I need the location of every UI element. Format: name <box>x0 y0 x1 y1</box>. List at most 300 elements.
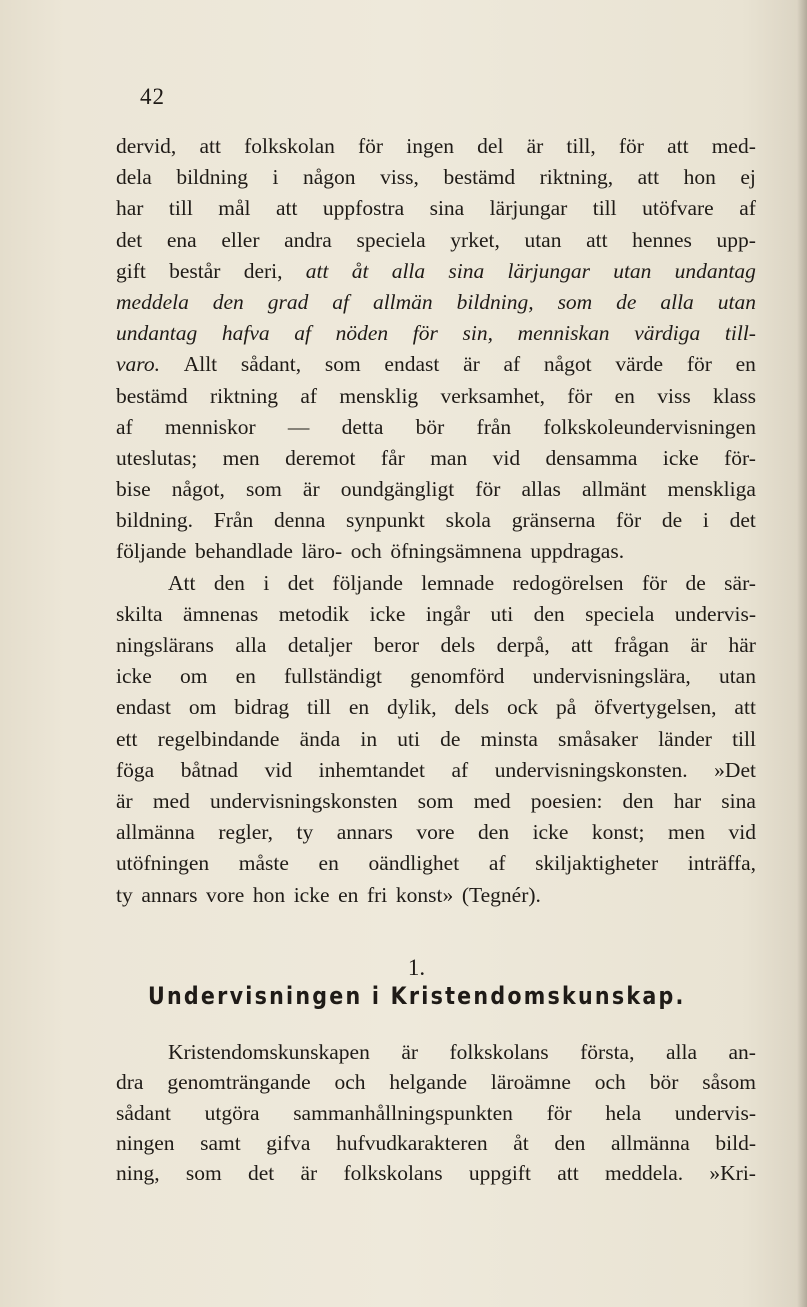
text-line <box>116 256 756 287</box>
word: bildning. <box>116 508 194 533</box>
word: någon <box>303 165 356 190</box>
word: folkskolans <box>343 1161 443 1186</box>
word: undervis- <box>674 1100 756 1125</box>
word: allmän <box>372 289 433 314</box>
word: till <box>307 695 331 720</box>
page-edge-shadow <box>797 0 807 1307</box>
section-text <box>116 1037 756 1188</box>
word: skola <box>445 508 491 533</box>
word: utgöra <box>204 1100 260 1125</box>
word: till- <box>724 321 756 346</box>
word: öfvertygelsen, <box>594 695 717 720</box>
word: de <box>440 726 461 751</box>
word: bör <box>649 1070 679 1095</box>
word: för <box>686 352 712 377</box>
word: mensklig <box>339 383 419 408</box>
text-line <box>116 661 756 692</box>
word: folkskolan <box>244 134 335 158</box>
word: till, <box>566 134 596 158</box>
word: om <box>188 695 217 720</box>
word: sina <box>448 258 485 283</box>
word: konst; <box>591 820 645 845</box>
text-line <box>116 1098 756 1128</box>
word: behandlade <box>195 539 293 564</box>
word: af <box>488 851 506 876</box>
word: redogörelsen <box>512 570 624 595</box>
word: riktning, <box>539 165 614 190</box>
word: — <box>287 414 310 439</box>
word: småsaker <box>558 726 639 751</box>
word: hennes <box>632 227 692 252</box>
word: en <box>235 664 256 689</box>
page-number: 42 <box>140 84 165 109</box>
text-line <box>116 880 756 911</box>
word: det <box>247 1161 275 1186</box>
word: är <box>463 352 480 377</box>
word: för <box>616 508 642 533</box>
word: af <box>451 757 469 782</box>
text-line <box>116 630 756 661</box>
word: öfningsämnena <box>390 539 522 564</box>
word: undantag <box>674 258 756 283</box>
word: ty <box>116 882 133 907</box>
word: utan <box>524 227 562 252</box>
word: för <box>412 321 438 346</box>
word: klass <box>713 383 756 408</box>
word: föga <box>116 757 155 782</box>
word: ena <box>166 227 197 252</box>
text-line <box>116 1067 756 1097</box>
word: uti <box>490 601 514 626</box>
word: menniskan <box>517 321 610 346</box>
word: gränserna <box>511 508 596 533</box>
word: detta <box>341 414 384 439</box>
word: med- <box>711 134 756 158</box>
word: är <box>401 1040 419 1064</box>
word: af <box>503 352 521 377</box>
word: är <box>526 134 544 158</box>
word: inträffa, <box>687 851 756 876</box>
text-line <box>116 162 756 193</box>
word: fri <box>366 882 388 907</box>
text-line <box>116 1128 756 1158</box>
word: något, <box>171 477 225 502</box>
word: del <box>477 134 504 158</box>
word: men <box>667 820 705 845</box>
word: som <box>245 477 282 502</box>
word: i <box>702 508 709 533</box>
word: gifva <box>266 1130 311 1155</box>
word: länder <box>658 726 712 751</box>
word: läro- <box>301 539 343 564</box>
word: upp- <box>716 227 756 252</box>
word: här <box>728 633 756 657</box>
word: den <box>212 289 244 314</box>
word: får <box>380 445 405 470</box>
text-line <box>116 755 756 786</box>
word: alla <box>665 1040 697 1064</box>
word: som <box>185 1161 222 1186</box>
word: lärjungar <box>489 196 568 221</box>
word: derpå, <box>496 633 550 657</box>
text-line <box>116 505 756 536</box>
word: och <box>334 1070 366 1095</box>
word: för <box>567 383 593 408</box>
word: ty <box>296 820 314 845</box>
word: till <box>592 196 617 221</box>
word: den <box>533 601 565 626</box>
word: alla <box>660 289 694 314</box>
word: gift <box>116 258 146 283</box>
word: vid <box>728 820 756 845</box>
word: af <box>739 196 756 221</box>
text-line <box>116 412 756 443</box>
text-line <box>116 131 756 162</box>
word: sådant <box>116 1100 171 1125</box>
word: ningen <box>116 1130 175 1155</box>
word: beror <box>373 633 420 657</box>
text-line <box>116 817 756 848</box>
word: endast <box>384 352 440 377</box>
text-line <box>116 1158 756 1188</box>
word: folkskolans <box>449 1040 549 1064</box>
word: för- <box>724 445 756 470</box>
word: lärjungar <box>507 258 590 283</box>
text-line <box>116 225 756 256</box>
word: måste <box>238 851 289 876</box>
word: bidrag <box>234 695 290 720</box>
word: uppdragas. <box>530 539 625 564</box>
word: annars <box>141 882 198 907</box>
word: att <box>571 633 593 657</box>
word: mål <box>218 196 251 221</box>
word: ej <box>740 165 756 190</box>
word: är <box>302 477 320 502</box>
word: en <box>318 851 339 876</box>
word: i <box>272 165 279 190</box>
word: eller <box>221 227 260 252</box>
word: den <box>554 1130 586 1155</box>
word: har <box>673 788 702 813</box>
word: man <box>430 445 468 470</box>
word: att <box>557 1161 579 1186</box>
text-line <box>116 349 756 380</box>
word: bildning <box>176 165 248 190</box>
word: utan <box>718 664 756 689</box>
word: regler, <box>218 820 273 845</box>
word: sina <box>721 788 756 813</box>
word: som <box>417 788 454 813</box>
text-line <box>116 443 756 474</box>
word: ock <box>507 695 539 720</box>
word: deri, <box>243 258 283 283</box>
word: att <box>637 165 660 190</box>
word: »Det <box>714 757 756 782</box>
text-line <box>116 568 756 599</box>
text-line <box>116 536 756 567</box>
word: densamma <box>545 445 638 470</box>
word: dela <box>116 165 152 190</box>
word: allmänna <box>116 820 195 845</box>
word: synpunkt <box>346 508 425 533</box>
word: det <box>116 227 143 252</box>
word: speciela <box>356 227 426 252</box>
word: är <box>116 788 133 813</box>
word: uppfostra <box>322 196 405 221</box>
word: an- <box>728 1040 756 1064</box>
word: vid <box>492 445 521 470</box>
word: oändlighet <box>368 851 460 876</box>
word: icke <box>293 882 330 907</box>
word: hela <box>605 1100 642 1125</box>
word: af <box>116 414 133 439</box>
word: ingen <box>406 134 455 158</box>
word: undervisningskonsten <box>209 788 398 813</box>
word: menniskor <box>164 414 256 439</box>
text-line <box>116 381 756 412</box>
word: bise <box>116 477 151 502</box>
word: vore <box>416 820 455 845</box>
word: för <box>546 1100 572 1125</box>
word: annars <box>336 820 393 845</box>
word: hon <box>683 165 716 190</box>
word: de <box>616 289 637 314</box>
word: första, <box>580 1040 635 1064</box>
word: yrket, <box>450 227 500 252</box>
word: den <box>622 788 654 813</box>
word: har <box>116 196 144 221</box>
word: dylik, <box>387 695 437 720</box>
word: att <box>199 134 221 158</box>
word: nöden <box>335 321 389 346</box>
word: icke <box>116 664 152 689</box>
word: allmänt <box>581 477 647 502</box>
word: och <box>594 1070 626 1095</box>
word: (Tegnér). <box>461 882 541 907</box>
word: grad <box>267 289 309 314</box>
word: bildning, <box>456 289 534 314</box>
text-line <box>116 193 756 224</box>
word: undervisningskonsten. <box>494 757 688 782</box>
word: Från <box>213 508 254 533</box>
word: undervis- <box>674 601 756 626</box>
word: utan <box>613 258 652 283</box>
word: af <box>300 383 318 408</box>
word: undervisningslära, <box>532 664 691 689</box>
word: uti <box>397 726 420 751</box>
text-line <box>116 848 756 879</box>
word: riktning <box>209 383 279 408</box>
word: skilta <box>116 601 163 626</box>
word: en <box>735 352 756 377</box>
word: denna <box>273 508 326 533</box>
word: att <box>275 196 298 221</box>
word: bild- <box>715 1130 756 1155</box>
word: utöfvare <box>642 196 714 221</box>
word: som <box>557 289 593 314</box>
word: bestämd <box>116 383 188 408</box>
word: genomförd <box>410 664 505 689</box>
word: Att <box>168 570 196 595</box>
word: icke <box>369 601 406 626</box>
word: regelbindande <box>157 726 280 751</box>
word: Allt <box>183 352 218 377</box>
word: på <box>555 695 577 720</box>
text-line <box>116 318 756 349</box>
word: undantag <box>116 321 198 346</box>
word: endast <box>116 695 171 720</box>
word: i <box>263 570 270 595</box>
word: icke <box>532 820 569 845</box>
word: alla <box>391 258 426 283</box>
word: sådant, <box>240 352 302 377</box>
text-line <box>116 1037 756 1067</box>
word: för <box>475 477 501 502</box>
word: inhemtandet <box>318 757 425 782</box>
word: med <box>473 788 511 813</box>
word: minsta <box>480 726 538 751</box>
text-line <box>116 474 756 505</box>
word: fullständigt <box>284 664 382 689</box>
word: att <box>667 134 689 158</box>
word: den <box>213 570 245 595</box>
word: andra <box>284 227 332 252</box>
word: den <box>478 820 510 845</box>
word: uteslutas; <box>116 445 198 470</box>
word: hufvudkarakteren <box>336 1130 488 1155</box>
word: vore <box>206 882 245 907</box>
section-number: 1. <box>407 955 426 980</box>
word: in <box>360 726 378 751</box>
word: uppgift <box>468 1161 531 1186</box>
word: en <box>338 882 359 907</box>
word: läroämne <box>490 1070 571 1095</box>
word: viss <box>657 383 691 408</box>
word: verksamhet, <box>440 383 545 408</box>
word: för <box>641 570 668 595</box>
text-line <box>116 692 756 723</box>
word: icke <box>662 445 699 470</box>
word: viss, <box>380 165 419 190</box>
word: ämnenas <box>183 601 259 626</box>
word: allas <box>521 477 561 502</box>
word: ända <box>299 726 341 751</box>
word: hon <box>252 882 286 907</box>
word: är <box>300 1161 318 1186</box>
word: dervid, <box>116 134 177 158</box>
section-heading: Undervisningen i Kristendomskunskap. <box>148 982 686 1010</box>
text-line <box>116 786 756 817</box>
word: metodik <box>278 601 350 626</box>
word: det <box>729 508 756 533</box>
word: är <box>690 633 708 657</box>
word: af <box>332 289 350 314</box>
word: helgande <box>389 1070 468 1095</box>
word: Kristendomskunskapen <box>168 1040 370 1064</box>
word: utan <box>717 289 756 314</box>
word: genomträngande <box>167 1070 311 1095</box>
word: men <box>222 445 260 470</box>
word: om <box>179 664 208 689</box>
text-line <box>116 287 756 318</box>
word: speciela <box>585 601 655 626</box>
word: vid <box>264 757 293 782</box>
word: alla <box>235 633 267 657</box>
word: följande <box>116 539 187 564</box>
word: menskliga <box>667 477 756 502</box>
word: sär- <box>724 570 756 595</box>
word: åt <box>513 1130 529 1155</box>
word: sammanhållningspunkten <box>293 1100 513 1125</box>
text-line <box>116 724 756 755</box>
word: »Kri- <box>709 1161 756 1186</box>
word: med <box>152 788 190 813</box>
word: värde <box>615 352 664 377</box>
word: meddela <box>116 289 189 314</box>
word: de <box>685 570 706 595</box>
word: lemnade <box>421 570 495 595</box>
word: konst» <box>395 882 454 907</box>
word: af <box>294 321 311 346</box>
word: båtnad <box>180 757 239 782</box>
word: sina <box>429 196 465 221</box>
word: såsom <box>702 1070 756 1095</box>
word: till <box>168 196 193 221</box>
word: utöfningen <box>116 851 210 876</box>
text-line <box>116 599 756 630</box>
word: varo. <box>116 352 160 377</box>
word: poesien: <box>530 788 603 813</box>
word: frågan <box>614 633 669 657</box>
word: oundgängligt <box>340 477 455 502</box>
word: folkskoleundervisningen <box>543 414 756 439</box>
word: ingår <box>425 601 471 626</box>
word: sin, <box>462 321 493 346</box>
word: ett <box>116 726 138 751</box>
word: samt <box>200 1130 241 1155</box>
word: en <box>348 695 370 720</box>
word: deremot <box>285 445 356 470</box>
word: dels <box>454 695 490 720</box>
word: en <box>614 383 635 408</box>
word: bör <box>415 414 445 439</box>
word: ning, <box>116 1161 160 1186</box>
word: för <box>358 134 384 158</box>
word: och <box>350 539 382 564</box>
word: detaljer <box>287 633 353 657</box>
word: åt <box>351 258 369 283</box>
word: värdiga <box>634 321 701 346</box>
word: att <box>586 227 608 252</box>
word: ningslärans <box>116 633 214 657</box>
word: de <box>661 508 683 533</box>
word: allmänna <box>611 1130 690 1155</box>
word: det <box>287 570 315 595</box>
word: består <box>169 258 221 283</box>
word: att <box>734 695 756 720</box>
word: som <box>324 352 361 377</box>
word: att <box>305 258 329 283</box>
word: för <box>618 134 644 158</box>
word: bestämd <box>443 165 516 190</box>
word: dra <box>116 1070 144 1095</box>
word: följande <box>332 570 403 595</box>
word: hafva <box>221 321 270 346</box>
word: från <box>476 414 512 439</box>
word: något <box>543 352 592 377</box>
body-text <box>116 131 756 911</box>
word: dels <box>440 633 476 657</box>
